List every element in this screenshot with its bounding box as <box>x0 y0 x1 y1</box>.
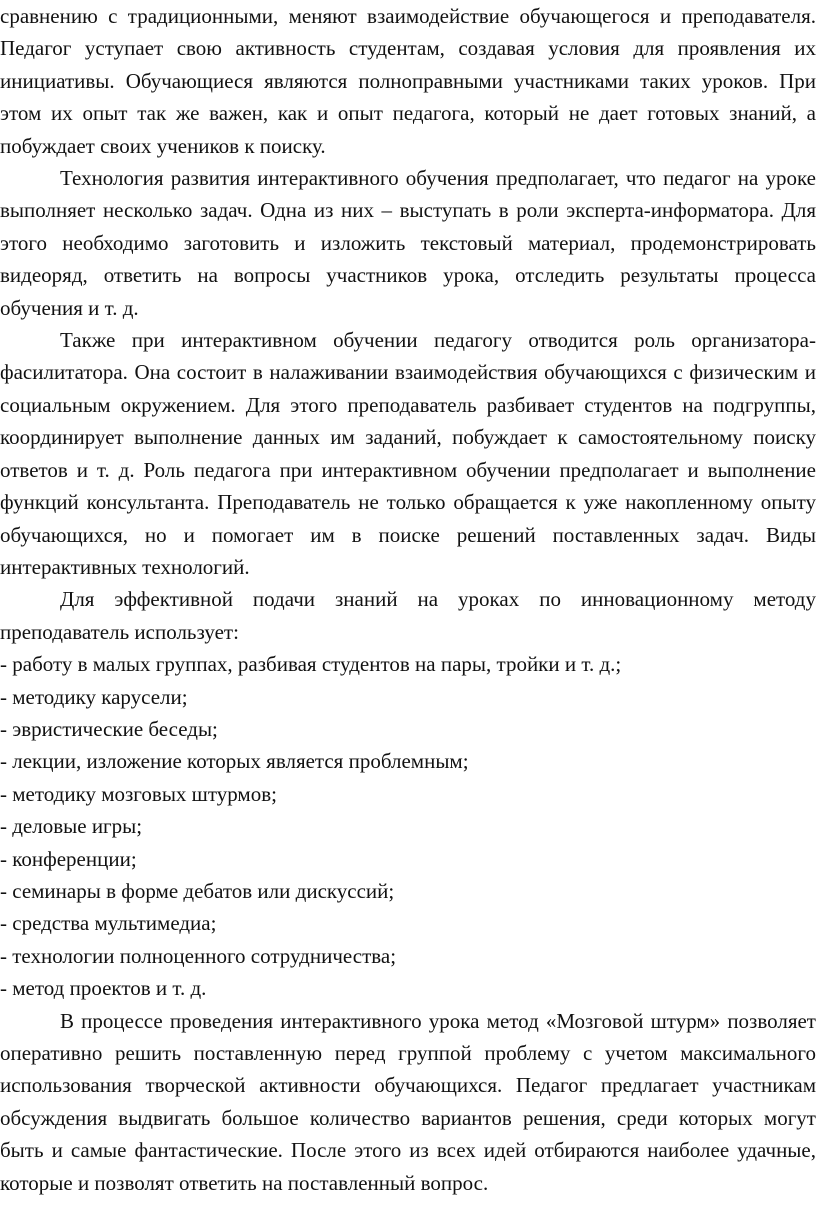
list-item: - деловые игры; <box>0 814 143 839</box>
list-item: - методику мозговых штурмов; <box>0 781 277 806</box>
list-item: - эвристические беседы; <box>0 716 218 741</box>
list-item: - методику карусели; <box>0 684 188 709</box>
list-item: - семинары в форме дебатов или дискуссий; <box>0 878 395 903</box>
list-item: - средства мультимедиа; <box>0 911 217 936</box>
paragraph-expert-role: Технология развития интерактивного обучения предполагает, что педагог на уроке выполняет несколько задач. Одна из них – выступать в роли эксперта-информатора. Для этого необходимо заготовить и изложить текстовый материал, продемонстрировать видеоряд, ответить на вопросы участников урока, отследить результаты процесса обучения и т. д. <box>0 166 816 320</box>
paragraph-facilitator-role: Также при интерактивном обучении педагогу отводится роль организатора-фасилитатора. Она состоит в налаживании взаимодействия обучающихся с физическим и социальным окружением. Для этого преподаватель разбивает студентов на подгруппы, координирует выполнение данных им заданий, побуждает к самостоятельному поиску ответов и т. д. Роль педагога при интерактивном обучении предполагает и выполнение функций консультанта. Преподаватель не только обращается к уже накопленному опыту обучающихся, но и помогает им в поиске решений поставленных задач. Виды интерактивных технологий. <box>0 328 816 579</box>
paragraph-continuation: сравнению с традиционными, меняют взаимодействие обучающегося и преподавателя. Педагог уступает свою активность студентам, создавая условия для проявления их инициативы. Обучающиеся являются полноправными участниками таких уроков. При этом их опыт так же важен, как и опыт педагога, который не дает готовых знаний, а побуждает своих учеников к поиску. <box>0 4 816 158</box>
list-item: - технологии полноценного сотрудничества; <box>0 943 397 968</box>
list-item: - метод проектов и т. д. <box>0 976 207 1001</box>
methods-list <box>0 648 816 1004</box>
paragraph-methods-intro: Для эффективной подачи знаний на уроках по инновационному методу преподаватель использует: <box>0 587 816 644</box>
list-item: - лекции, изложение которых является проблемным; <box>0 749 469 774</box>
list-item: - работу в малых группах, разбивая студентов на пары, тройки и т. д.; <box>0 652 622 677</box>
list-item: - конференции; <box>0 846 137 871</box>
paragraph-brainstorm: В процессе проведения интерактивного урока метод «Мозговой штурм» позволяет оперативно решить поставленную перед группой проблему с учетом максимального использования творческой активности обучающихся. Педагог предлагает участникам обсуждения выдвигать большое количество вариантов решения, среди которых могут быть и самые фантастические. После этого из всех идей отбираются наиболее удачные, которые и позволят ответить на поставленный вопрос. <box>0 1008 816 1195</box>
